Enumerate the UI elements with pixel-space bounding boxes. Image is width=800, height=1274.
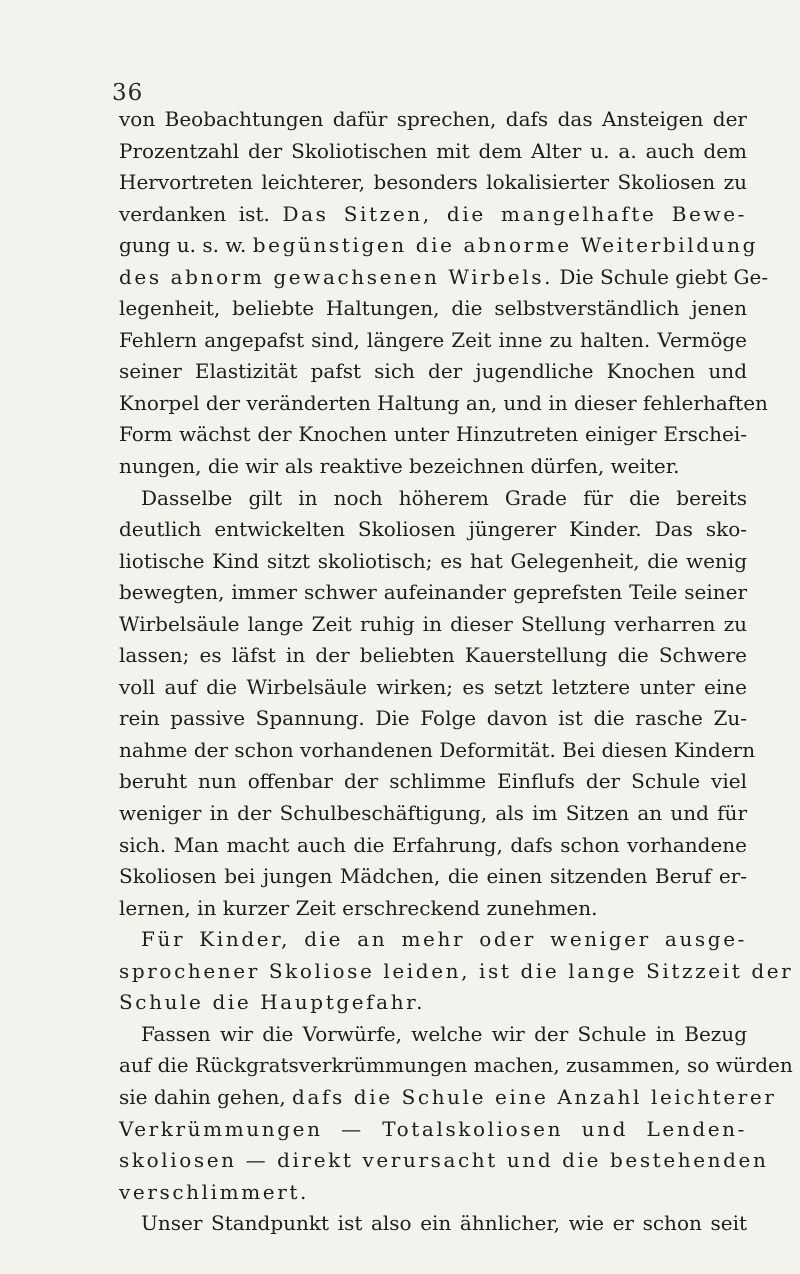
text-segment: verdanken ist.	[119, 201, 283, 226]
text-segment: lernen, in kurzer Zeit erschreckend zunehmen.	[119, 895, 598, 920]
text-line	[119, 1082, 777, 1114]
text-line	[119, 609, 747, 641]
text-segment: weniger in der Schulbeschäftigung, als im Sitzen an und für	[119, 801, 747, 826]
text-segment: nungen, die wir als reaktive bezeichnen dürfen, weiter.	[119, 454, 680, 479]
text-line	[119, 893, 747, 925]
text-line	[119, 924, 747, 956]
text-line	[119, 861, 747, 893]
spaced-emphasis: Schule die Hauptgefahr.	[119, 990, 426, 1015]
spaced-emphasis: skoliosen — direkt verursacht und die bestehenden	[119, 1148, 769, 1173]
text-line	[119, 167, 747, 199]
text-line	[119, 546, 747, 578]
text-line	[119, 1019, 747, 1051]
text-segment: Die Schule giebt Ge-	[553, 264, 769, 289]
text-line	[119, 1050, 793, 1082]
text-segment: Dasselbe gilt in noch höherem Grade für die bereits	[141, 485, 747, 510]
text-line	[119, 514, 747, 546]
text-segment: Skoliosen bei jungen Mädchen, die einen sitzenden Beruf er-	[119, 864, 747, 889]
text-segment: Wirbelsäule lange Zeit ruhig in dieser Stellung verharren zu	[119, 611, 747, 636]
body-text	[119, 104, 794, 1240]
spaced-emphasis: sprochener Skoliose leiden, ist die lange Sitzzeit der	[119, 958, 794, 983]
text-line	[119, 104, 747, 136]
text-segment: sich. Man macht auch die Erfahrung, dafs schon vorhandene	[119, 832, 747, 857]
text-line	[119, 483, 747, 515]
text-line	[119, 577, 747, 609]
text-segment: beruht nun offenbar der schlimme Einflufs der Schule viel	[119, 769, 747, 794]
text-line	[119, 640, 747, 672]
page-number: 36	[112, 80, 144, 106]
text-segment: legenheit, beliebte Haltungen, die selbstverständlich jenen	[119, 296, 747, 321]
text-line	[119, 798, 747, 830]
text-segment: Unser Standpunkt ist also ein ähnlicher, wie er schon seit	[141, 1211, 747, 1236]
text-segment: Fassen wir die Vorwürfe, welche wir der Schule in Bezug	[141, 1021, 747, 1046]
text-line	[119, 325, 747, 357]
text-segment: lassen; es läfst in der beliebten Kauerstellung die Schwere	[119, 643, 747, 668]
text-line	[119, 1177, 747, 1209]
text-segment: Fehlern angepafst sind, längere Zeit inne zu halten. Vermöge	[119, 327, 747, 352]
spaced-emphasis: verschlimmert.	[119, 1179, 309, 1204]
text-line	[119, 262, 769, 294]
text-line	[119, 451, 747, 483]
text-line	[119, 735, 756, 767]
text-segment: rein passive Spannung. Die Folge davon ist die rasche Zu-	[119, 706, 747, 731]
text-line	[119, 1208, 747, 1240]
text-segment: von Beobachtungen dafür sprechen, dafs das Ansteigen der	[119, 107, 747, 131]
text-line	[119, 1114, 747, 1146]
spaced-emphasis: begünstigen die abnorme Weiterbildung	[252, 233, 759, 258]
spaced-emphasis: des abnorm gewachsenen Wirbels.	[119, 264, 554, 289]
text-segment: seiner Elastizität pafst sich der jugendliche Knochen und	[119, 359, 747, 384]
text-segment: liotische Kind sitzt skoliotisch; es hat Gelegenheit, die wenig	[119, 548, 747, 573]
text-segment: Hervortreten leichterer, besonders lokalisierter Skoliosen zu	[119, 170, 747, 195]
text-line	[119, 388, 768, 420]
text-line	[119, 956, 794, 988]
text-segment: nahme der schon vorhandenen Deformität. Bei diesen Kindern	[119, 737, 756, 762]
text-segment: bewegten, immer schwer aufeinander geprefsten Teile seiner	[119, 580, 747, 605]
text-line	[119, 356, 747, 388]
text-segment: sie dahin gehen,	[119, 1084, 293, 1109]
text-line	[119, 419, 747, 451]
text-segment: Form wächst der Knochen unter Hinzutreten einiger Erschei-	[119, 422, 747, 447]
text-segment: Knorpel der veränderten Haltung an, und in dieser fehlerhaften	[119, 390, 768, 415]
text-line	[119, 136, 747, 168]
text-segment: gung u. s. w.	[119, 233, 253, 258]
spaced-emphasis: Verkrümmungen — Totalskoliosen und Lenden-	[119, 1116, 747, 1141]
text-segment: deutlich entwickelten Skoliosen jüngerer Kinder. Das sko-	[119, 517, 747, 542]
text-segment: voll auf die Wirbelsäule wirken; es setzt letztere unter eine	[119, 674, 747, 699]
text-line	[119, 830, 747, 862]
text-line	[119, 1145, 769, 1177]
text-line	[119, 230, 759, 262]
text-line	[119, 293, 747, 325]
spaced-emphasis: Das Sitzen, die mangelhafte Bewe-	[282, 201, 747, 226]
text-line	[119, 766, 747, 798]
text-segment: Prozentzahl der Skoliotischen mit dem Alter u. a. auch dem	[119, 138, 747, 163]
text-segment: auf die Rückgratsverkrümmungen machen, zusammen, so würden	[119, 1053, 793, 1078]
spaced-emphasis: Für Kinder, die an mehr oder weniger ausge-	[141, 927, 747, 952]
spaced-emphasis: dafs die Schule eine Anzahl leichterer	[292, 1084, 777, 1109]
text-line	[119, 987, 747, 1019]
text-line	[119, 703, 747, 735]
text-line	[119, 199, 747, 231]
text-line	[119, 672, 747, 704]
